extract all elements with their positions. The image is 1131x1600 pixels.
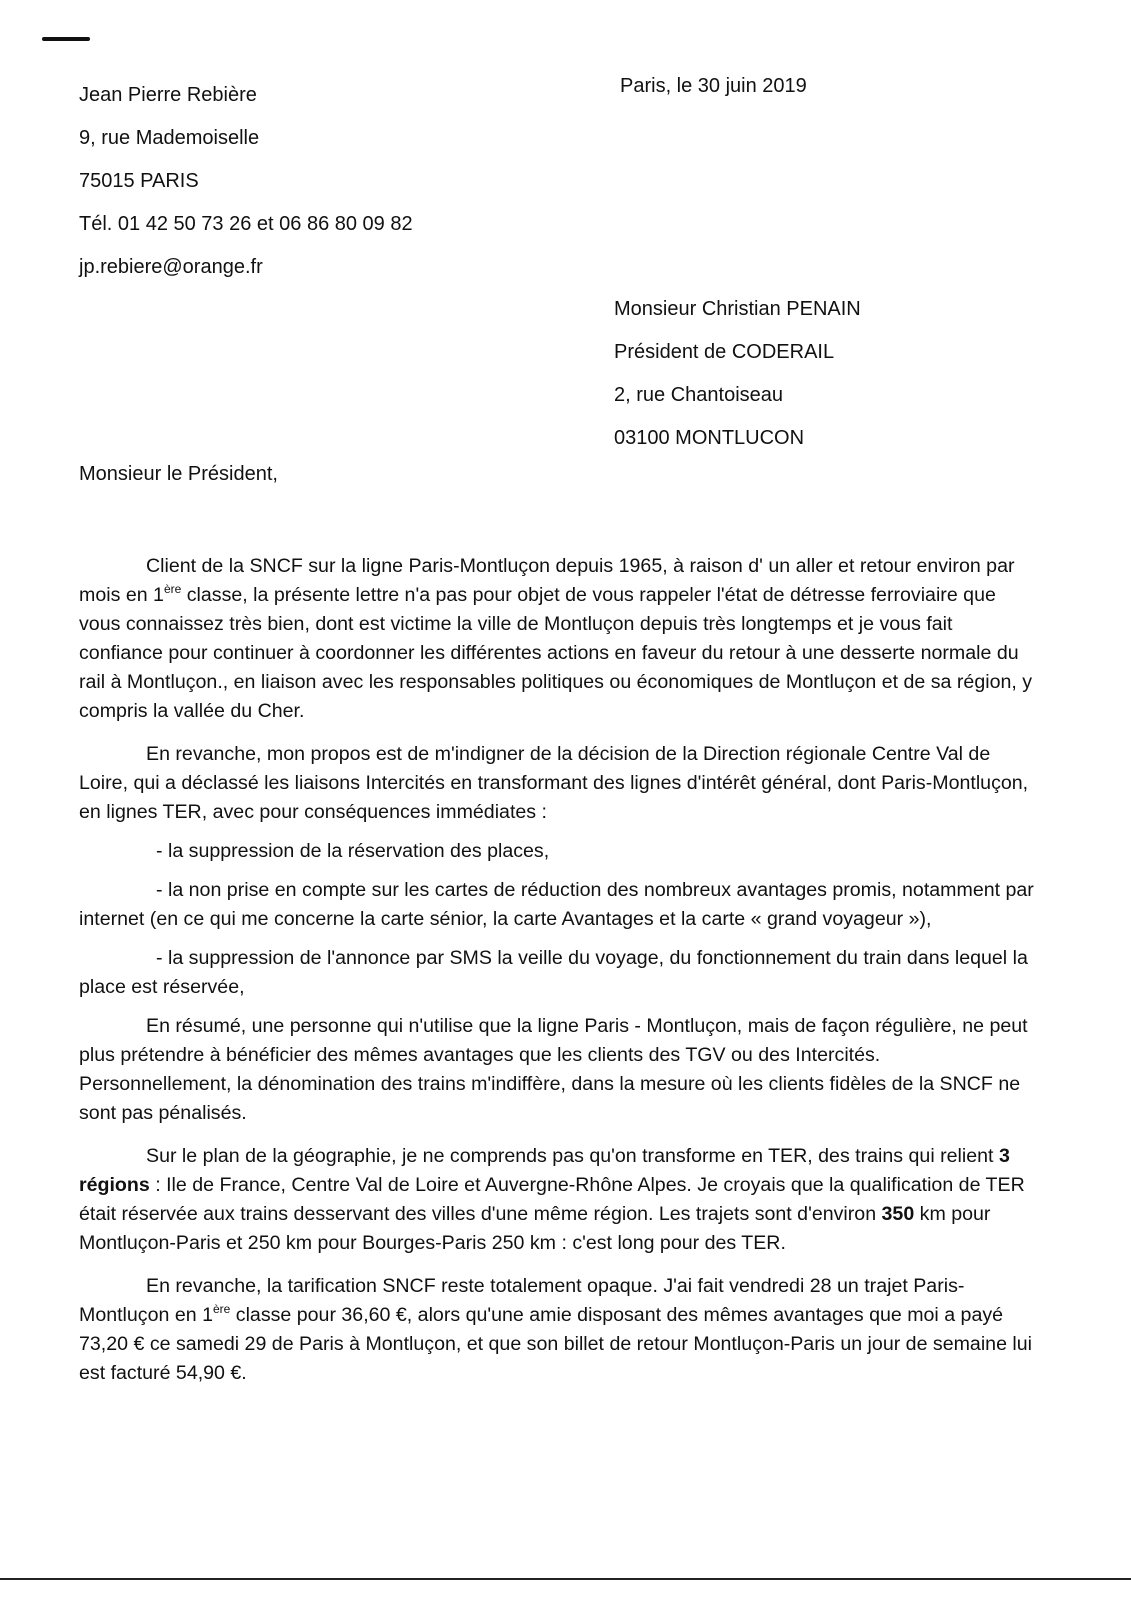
paragraph-6-part-b: classe pour 36,60 €, alors qu'une amie disposant des mêmes avantages que moi a payé 73,20 € ce samedi 29 de Paris à Montluçon, et que son billet de retour Montluçon-Paris un jour de semaine lui est facturé 54,90 €. — [79, 1304, 1033, 1384]
paragraph-5-part-b: : Ile de France, Centre Val de Loire et Auvergne-Rhône Alpes. Je croyais que la qualification de TER était réservée aux trains desservant des villes d'une même région. Les trajets sont d'environ — [79, 1174, 1025, 1225]
paragraph-5-part-c: km pour Montluçon-Paris et 250 km pour Bourges-Paris 250 km : c'est long pour des TER. — [79, 1203, 991, 1254]
place-date: Paris, le 30 juin 2019 — [620, 75, 807, 97]
sender-email: jp.rebiere@orange.fr — [79, 256, 263, 278]
sender-name: Jean Pierre Rebière — [79, 84, 257, 106]
recipient-title: Président de CODERAIL — [614, 341, 835, 363]
list-item-1: - la suppression de la réservation des places, — [156, 840, 550, 862]
sender-phone: Tél. 01 42 50 73 26 et 06 86 80 09 82 — [79, 213, 413, 235]
list-item-2: - la non prise en compte sur les cartes de réduction des nombreux avantages promis, notamment par internet (en ce qui me concerne la carte sénior, la carte Avantages et la carte « grand voyageur »), — [79, 879, 1034, 930]
sender-city: 75015 PARIS — [79, 170, 199, 192]
recipient-street: 2, rue Chantoiseau — [614, 384, 784, 406]
recipient-name: Monsieur Christian PENAIN — [614, 298, 861, 320]
paragraph-1 — [79, 552, 1041, 726]
scan-mark — [42, 37, 90, 41]
paragraph-2: En revanche, mon propos est de m'indigner de la décision de la Direction régionale Centre Val de Loire, qui a déclassé les liaisons Intercités en transformant des lignes d'intérêt général, dont Paris-Montluçon, en lignes TER, avec pour conséquences immédiates : — [79, 743, 1029, 823]
paragraph-6-part-a: En revanche, la tarification SNCF reste totalement opaque. J'ai fait vendredi 28 un trajet Paris-Montluçon en 1 — [79, 1275, 965, 1326]
paragraph-5-part-a: Sur le plan de la géographie, je ne comprends pas qu'on transforme en TER, des trains qui relient — [146, 1145, 999, 1167]
letter-body — [79, 552, 1041, 1388]
salutation: Monsieur le Président, — [79, 463, 278, 485]
superscript-ere-2: ère — [212, 1302, 231, 1316]
bold-regions: 3 régions — [79, 1145, 1010, 1196]
recipient-city: 03100 MONTLUCON — [614, 427, 805, 449]
list-item-3: - la suppression de l'annonce par SMS la veille du voyage, du fonctionnement du train dans lequel la place est réservée, — [79, 947, 1028, 998]
paragraph-5 — [79, 1142, 1041, 1258]
paragraph-3: En résumé, une personne qui n'utilise que la ligne Paris - Montluçon, mais de façon régulière, ne peut plus prétendre à bénéficier des mêmes avantages que les clients des TGV ou des Intercités. — [79, 1015, 1028, 1066]
paragraph-1-part-a: Client de la SNCF sur la ligne Paris-Montluçon depuis 1965, à raison d' un aller et retour environ par mois en 1 — [79, 555, 1015, 606]
sender-block — [79, 74, 413, 289]
sender-street: 9, rue Mademoiselle — [79, 127, 260, 149]
paragraph-6 — [79, 1272, 1041, 1388]
recipient-block — [614, 288, 861, 460]
paragraph-1-part-b: classe, la présente lettre n'a pas pour objet de vous rappeler l'état de détresse ferroviaire que vous connaissez très bien, dont est victime la ville de Montluçon depuis très longtemps et je vous fait confiance pour continuer à coordonner les différentes actions en faveur du retour à une desserte normale du rail à Montluçon., en liaison avec les responsables politiques ou économiques de Montluçon et de sa région, y compris la vallée du Cher. — [79, 584, 1033, 722]
paragraph-4: Personnellement, la dénomination des trains m'indiffère, dans la mesure où les clients fidèles de la SNCF ne sont pas pénalisés. — [79, 1073, 1021, 1124]
scan-edge-line — [0, 1578, 1131, 1580]
bold-distance: 350 — [881, 1203, 915, 1225]
superscript-ere: ère — [163, 582, 182, 596]
